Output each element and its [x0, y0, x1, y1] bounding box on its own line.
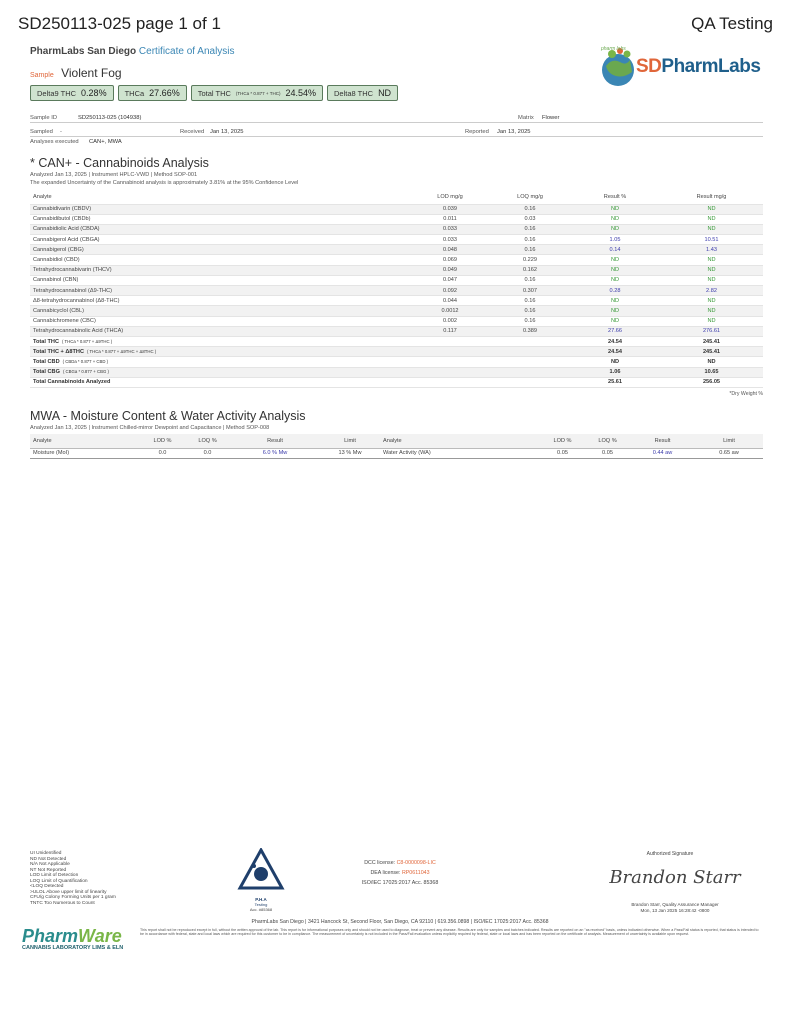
license-info	[330, 858, 470, 888]
analyte-name: Cannabidivarin (CBDV)	[30, 204, 410, 214]
table-row	[30, 326, 763, 336]
pill-value: 24.54%	[285, 88, 317, 98]
loq-value: 0.16	[490, 235, 570, 245]
pharmware-part2: Ware	[78, 926, 122, 946]
lod-value: 0.011	[410, 214, 490, 224]
dcc-label: DCC license:	[364, 860, 396, 866]
signature-heading: Authorized Signature	[646, 851, 694, 857]
dea-number: RP0611043	[401, 870, 430, 876]
total-label: Total CBG	[33, 369, 60, 376]
sample-name-line	[30, 66, 122, 80]
logo-badge: pharm labs	[601, 46, 626, 52]
total-percent: 24.54	[570, 347, 660, 357]
analyte-name: Cannabigerol Acid (CBGA)	[30, 235, 410, 245]
result-mg: ND	[660, 204, 763, 214]
analyte-name: Tetrahydrocannabinolic Acid (THCA)	[30, 326, 410, 336]
pill-label: Total THC	[197, 88, 231, 98]
result-percent: 0.28	[570, 286, 660, 296]
sampled-label: Sampled	[30, 129, 53, 135]
total-label-cell	[30, 336, 410, 346]
loq-value: 0.389	[490, 326, 570, 336]
table-row	[30, 245, 763, 255]
sample-name: Violent Fog	[61, 66, 122, 80]
result-mg: 1.43	[660, 245, 763, 255]
mwa-col-limit: Limit	[320, 434, 380, 448]
logo-sd: SD	[636, 56, 662, 77]
abbreviation-legend	[30, 851, 116, 906]
col-analyte: Analyte	[30, 190, 410, 204]
result-percent: ND	[570, 255, 660, 265]
analyses-label: Analyses executed	[30, 139, 79, 145]
loq-value: 0.16	[490, 275, 570, 285]
sample-id-label: Sample ID	[30, 115, 58, 121]
total-row	[30, 377, 763, 387]
reported-label: Reported	[465, 129, 489, 135]
loq-value: 0.16	[490, 224, 570, 234]
sample-info	[30, 112, 763, 147]
total-row	[30, 357, 763, 367]
mwa-analyte: Moisture (MoI)	[30, 448, 140, 458]
dcc-license-line	[330, 858, 470, 868]
result-percent: ND	[570, 265, 660, 275]
signatory	[600, 902, 750, 914]
mwa-loq: 0.0	[185, 448, 230, 458]
legend-item: ND Not Detected	[30, 856, 67, 862]
result-percent: ND	[570, 224, 660, 234]
result-percent: 1.05	[570, 235, 660, 245]
analyte-name: Cannabidibutol (CBDb)	[30, 214, 410, 224]
legend-item: LOD Limit of Detection	[30, 873, 79, 878]
can-analyzed-line: Analyzed Jan 13, 2025 | Instrument HPLC-VWD | Method SOP-001	[30, 172, 198, 178]
empty-cell	[410, 336, 490, 346]
total-label-cell	[30, 347, 410, 357]
table-row	[30, 224, 763, 234]
result-percent: ND	[570, 204, 660, 214]
lod-value: 0.033	[410, 224, 490, 234]
total-label: Total CBD	[33, 358, 60, 365]
table-row	[30, 255, 763, 265]
lod-value: 0.047	[410, 275, 490, 285]
total-formula: ( CBGa * 0.877 + CBG )	[62, 369, 109, 375]
sampled: -	[60, 129, 62, 135]
pill-delta8-thc	[327, 85, 398, 101]
result-mg: ND	[660, 255, 763, 265]
result-percent: ND	[570, 316, 660, 326]
mwa-col-analyte: Analyte	[30, 434, 140, 448]
result-percent: ND	[570, 296, 660, 306]
signatory-name: Brandon Starr, Quality Assurance Manager	[631, 902, 719, 907]
result-mg: ND	[660, 316, 763, 326]
table-row	[30, 448, 763, 458]
empty-cell	[490, 336, 570, 346]
analyte-name: Cannabidiol (CBD)	[30, 255, 410, 265]
total-label-cell	[30, 357, 410, 367]
reported: Jan 13, 2025	[497, 129, 531, 135]
result-mg: ND	[660, 275, 763, 285]
mwa-col-lod-2: LOD %	[540, 434, 585, 448]
result-percent: 0.14	[570, 245, 660, 255]
mwa-section-title: MWA - Moisture Content & Water Activity Analysis	[30, 409, 306, 423]
total-label: Total Cannabinoids Analyzed	[33, 379, 111, 386]
moisture-table	[30, 434, 763, 459]
pill-total-thc	[191, 85, 323, 101]
pill-thca	[118, 85, 187, 101]
dea-license-line	[330, 868, 470, 878]
result-percent: 27.66	[570, 326, 660, 336]
info-row-1	[30, 112, 763, 123]
report-title: SD250113-025 page 1 of 1	[18, 14, 221, 33]
mwa-col-result: Result	[230, 434, 320, 448]
loq-value: 0.229	[490, 255, 570, 265]
result-mg: 2.82	[660, 286, 763, 296]
mwa-lod: 0.0	[140, 448, 185, 458]
loq-value: 0.03	[490, 214, 570, 224]
loq-value: 0.307	[490, 286, 570, 296]
mwa-col-limit-2: Limit	[695, 434, 763, 448]
can-section-title: * CAN+ - Cannabinoids Analysis	[30, 156, 209, 170]
empty-cell	[490, 357, 570, 367]
loq-value: 0.16	[490, 245, 570, 255]
table-row	[30, 286, 763, 296]
lod-value: 0.033	[410, 235, 490, 245]
pharmware-wordmark	[22, 926, 123, 947]
mwa-col-loq: LOQ %	[185, 434, 230, 448]
table-row	[30, 214, 763, 224]
loq-value: 0.162	[490, 265, 570, 275]
table-header-row	[30, 190, 763, 204]
dcc-number: C8-0000098-LIC	[396, 860, 436, 866]
total-row	[30, 336, 763, 346]
qa-testing-label: QA Testing	[691, 14, 773, 33]
legend-item: >ULOL Above upper limit of linearity	[30, 889, 107, 895]
cannabinoids-table	[30, 190, 763, 388]
analyte-name: Δ8-tetrahydrocannabinol (Δ8-THC)	[30, 296, 410, 306]
total-formula: ( THCa * 0.877 + Δ9THC + Δ8THC )	[87, 348, 157, 354]
result-mg: 276.61	[660, 326, 763, 336]
legend-item: UI Unidentified	[30, 851, 62, 856]
total-percent: 25.61	[570, 377, 660, 387]
legend-item: TNTC Too Numerous to Count	[30, 900, 95, 906]
pha-acc: Acc. #85368	[249, 907, 273, 912]
total-percent: 24.54	[570, 336, 660, 346]
pharmware-part1: Pharm	[22, 926, 79, 946]
pill-value: ND	[378, 88, 392, 98]
empty-cell	[490, 367, 570, 377]
legend-item: CFU/g Colony Forming Units per 1 gram	[30, 895, 116, 900]
mwa-limit: 13 % Mw	[320, 448, 380, 458]
mwa-header-row	[30, 434, 763, 448]
sample-id: SD250113-025 (104938)	[78, 115, 142, 121]
pha-triangle-icon	[236, 848, 286, 892]
matrix-label: Matrix	[518, 115, 534, 121]
result-percent: ND	[570, 306, 660, 316]
analyte-name: Tetrahydrocannabinol (Δ9-THC)	[30, 286, 410, 296]
analyte-name: Cannabicyclol (CBL)	[30, 306, 410, 316]
can-uncertainty-line: The expanded Uncertainty of the Cannabinoid analysis is approximately 3.81% at the 95% Confidence Level	[30, 180, 299, 186]
total-formula: ( THCa * 0.877 + Δ9THC )	[62, 338, 113, 344]
result-mg: ND	[660, 306, 763, 316]
iso-accreditation: ISO/IEC 17025:2017 Acc. 85368	[361, 880, 439, 886]
total-percent: 1.06	[570, 367, 660, 377]
lod-value: 0.044	[410, 296, 490, 306]
empty-cell	[410, 357, 490, 367]
result-percent: ND	[570, 275, 660, 285]
pill-delta9-thc	[30, 85, 114, 101]
received: Jan 13, 2025	[210, 129, 244, 135]
pill-label: Delta9 THC	[37, 88, 77, 98]
col-lod: LOD mg/g	[410, 190, 490, 204]
sdpharmlabs-logo	[598, 44, 768, 90]
table-row	[30, 235, 763, 245]
total-label: Total THC	[33, 338, 59, 345]
sample-tag: Sample	[30, 72, 54, 79]
received-label: Received	[180, 129, 205, 135]
mwa-analyzed-line: Analyzed Jan 13, 2025 | Instrument Chilled-mirror Dewpoint and Capacitance | Method SOP-008	[30, 425, 270, 431]
mwa-col-analyte-2: Analyte	[380, 434, 540, 448]
footer-disclaimer: This report shall not be reproduced except in full, without the written approval of the lab. This report is for informational purposes only and should not be used to diagnose, treat or prevent any disease. Results are only for samples and batches indicated. Results are reported on an "as received" basis, unless indicated otherwise. When a Pass/Fail status is reported, that status is intended to be in accordance with federal, state and local laws which are required for this customer to be in compliance. The measurement of uncertainty is not included in the Pass/Fail evaluation unless explicitly required by federal, state or local laws and has been reported on the certificate of analysis. Measurement of uncertainty is available upon request.	[140, 928, 759, 937]
result-mg: 10.51	[660, 235, 763, 245]
result-mg: ND	[660, 265, 763, 275]
matrix: Flower	[542, 115, 560, 121]
empty-cell	[410, 347, 490, 357]
total-label-cell	[30, 367, 410, 377]
empty-cell	[490, 377, 570, 387]
lod-value: 0.0012	[410, 306, 490, 316]
legend-item: N/A Not Applicable	[30, 862, 70, 867]
result-mg: ND	[660, 214, 763, 224]
legend-item: LOQ Limit of Quantification	[30, 878, 88, 884]
legend-item: <LOQ Detected	[30, 884, 64, 889]
lab-name: PharmLabs San Diego	[30, 46, 137, 57]
lod-value: 0.069	[410, 255, 490, 265]
total-mg: 10.65	[660, 367, 763, 377]
analyses: CAN+, MWA	[89, 139, 122, 145]
pha-sub: Testing	[254, 902, 268, 907]
table-row	[30, 265, 763, 275]
lod-value: 0.002	[410, 316, 490, 326]
result-mg: ND	[660, 224, 763, 234]
loq-value: 0.16	[490, 316, 570, 326]
empty-cell	[410, 377, 490, 387]
lod-value: 0.039	[410, 204, 490, 214]
total-formula: ( CBDa * 0.877 + CBD )	[62, 358, 109, 364]
loq-value: 0.16	[490, 296, 570, 306]
lod-value: 0.048	[410, 245, 490, 255]
mwa-col-result-2: Result	[630, 434, 695, 448]
logo-pharmlabs: PharmLabs	[661, 56, 761, 77]
handwritten-signature: Brandon Starr	[609, 867, 741, 888]
pill-label: THCa	[124, 88, 145, 98]
document-type: Certificate of Analysis	[138, 46, 235, 57]
result-percent: ND	[570, 214, 660, 224]
col-loq: LOQ mg/g	[490, 190, 570, 204]
mwa-col-lod: LOD %	[140, 434, 185, 448]
analyte-name: Cannabigerol (CBG)	[30, 245, 410, 255]
cannabinoids-table-body	[30, 204, 763, 387]
result-mg: ND	[660, 296, 763, 306]
info-row-3	[30, 137, 763, 147]
total-label-cell	[30, 377, 410, 387]
total-mg: ND	[660, 357, 763, 367]
lab-name-line	[30, 46, 235, 57]
table-row	[30, 275, 763, 285]
dea-label: DEA license:	[370, 870, 401, 876]
total-label: Total THC + Δ8THC	[33, 348, 84, 355]
pha-accreditation-logo	[236, 848, 286, 912]
total-row	[30, 347, 763, 357]
lod-value: 0.092	[410, 286, 490, 296]
loq-value: 0.16	[490, 306, 570, 316]
total-row	[30, 367, 763, 377]
total-percent: ND	[570, 357, 660, 367]
mwa-result-2: 0.44 aw	[630, 448, 695, 458]
table-row	[30, 316, 763, 326]
analyte-name: Cannabidiolic Acid (CBDA)	[30, 224, 410, 234]
mwa-limit-2: 0.65 aw	[695, 448, 763, 458]
total-mg: 245.41	[660, 347, 763, 357]
lod-value: 0.049	[410, 265, 490, 275]
mwa-analyte-2: Water Activity (WA)	[380, 448, 540, 458]
pill-sub: (THCa * 0.877 + THC)	[235, 90, 281, 96]
mwa-result: 6.0 % Mw	[230, 448, 320, 458]
signature-date: Mon, 13 Jan 2025 16:28:42 -0800	[640, 908, 710, 913]
mwa-loq-2: 0.05	[585, 448, 630, 458]
footer-address: PharmLabs San Diego | 3421 Hancock St, Second Floor, San Diego, CA 92110 | 619.356.0898 | ISO/IEC 17025:2017 Acc. 85368	[251, 919, 549, 925]
table-row	[30, 204, 763, 214]
pill-value: 0.28%	[81, 88, 107, 98]
dry-weight-note: *Dry Weight %	[729, 391, 763, 397]
lod-value: 0.117	[410, 326, 490, 336]
empty-cell	[490, 347, 570, 357]
legend-item: NT Not Reported	[30, 867, 67, 873]
summary-pills	[30, 85, 398, 101]
table-row	[30, 296, 763, 306]
logo-text	[636, 56, 760, 78]
analyte-name: Cannabinol (CBN)	[30, 275, 410, 285]
total-mg: 256.05	[660, 377, 763, 387]
col-result-pct: Result %	[570, 190, 660, 204]
pill-label: Delta8 THC	[334, 88, 374, 98]
pharmware-logo	[22, 926, 123, 951]
loq-value: 0.16	[490, 204, 570, 214]
pharmware-tagline: CANNABIS LABORATORY LIMS & ELN	[22, 945, 124, 951]
pha-name: P.H.A	[255, 897, 267, 902]
analyte-name: Cannabichromene (CBC)	[30, 316, 410, 326]
col-result-mg: Result mg/g	[660, 190, 763, 204]
info-row-2	[30, 126, 763, 137]
mwa-col-loq-2: LOQ %	[585, 434, 630, 448]
mwa-lod-2: 0.05	[540, 448, 585, 458]
table-row	[30, 306, 763, 316]
empty-cell	[410, 367, 490, 377]
analyte-name: Tetrahydrocannabivarin (THCV)	[30, 265, 410, 275]
pill-value: 27.66%	[149, 88, 180, 98]
total-mg: 245.41	[660, 336, 763, 346]
